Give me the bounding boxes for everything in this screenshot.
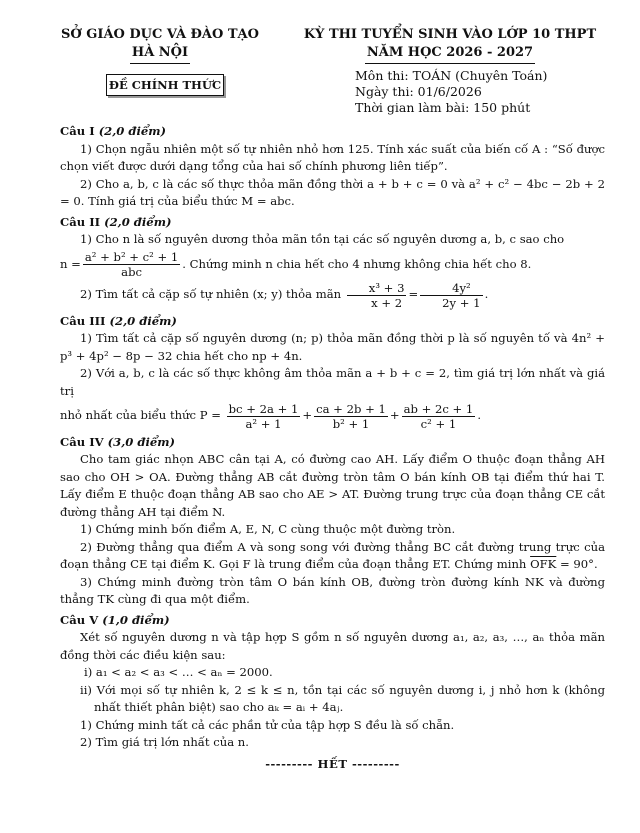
question-4-1: 1) Chứng minh bốn điểm A, E, N, C cùng thuộc một đường tròn. (80, 522, 456, 536)
fraction: $\frac{\text{4y²}}{2y + 1}$ (420, 281, 482, 310)
section-heading-1: Câu I (2,0 điểm) (60, 124, 167, 138)
exam-date: Ngày thi: 01/6/2026 (355, 84, 482, 99)
question-3-2b: nhỏ nhất của biểu thức P = $\frac{bc + 2a + 1}{\text{a² + 1}}$ + $\frac{ca + 2b + 1}{\text{b² + 1}}$ + $\frac{ab + 2c + 1}{\text{c² + 1}}$ . (60, 401, 481, 431)
exam-meta (355, 68, 547, 116)
question-1-1: 1) Chọn ngẫu nhiên một số tự nhiên nhỏ hơn 125. Tính xác suất của biến cố A : “Số được chọn viết được dưới dạng tổng của hai số chính phương liên tiếp”. (60, 141, 605, 173)
department-header (60, 26, 260, 64)
question-2-2: 2) Tìm tất cả cặp số tự nhiên (x; y) thỏa mãn $\frac{\text{x³ + 3}}{x + 2}$ = $\frac{\text{4y²}}{2y + 1}$ . (80, 280, 489, 310)
question-4-intro: Cho tam giác nhọn ABC cân tại A, có đường cao AH. Lấy điểm O thuộc đoạn thẳng AH sao cho OH > OA. Đường thẳng AB cắt đường tròn tâm O bán kính OB tại điểm thứ hai T. Lấy điểm E thuộc đoạn thẳng AB sao cho AE > AT. Đường trung trực của đoạn thẳng CE cắt đường thẳng AH tại điểm N. (60, 452, 605, 519)
question-2-1a: 1) Cho n là số nguyên dương thỏa mãn tồn tại các số nguyên dương a, b, c sao cho (80, 232, 565, 246)
fraction: $\frac{ab + 2c + 1}{\text{c² + 1}}$ (403, 401, 474, 431)
condition-1: i) a₁ < a₂ < a₃ < … < aₙ = 2000. (84, 665, 273, 679)
question-5-1: 1) Chứng minh tất cả các phần tử của tập hợp S đều là số chẵn. (80, 717, 455, 732)
department-name: SỞ GIÁO DỤC VÀ ĐÀO TẠO (61, 27, 259, 42)
section-heading-2: Câu II (2,0 điểm) (60, 214, 172, 229)
condition-2: ii) Với mọi số tự nhiên k, 2 ≤ k ≤ n, tồn tại các số nguyên dương i, j nhỏ hơn k (không nhất thiết phân biệt) sao cho aₖ = aᵢ + 4aⱼ. (80, 682, 605, 714)
section-heading-4: Câu IV (3,0 điểm) (60, 434, 176, 449)
fraction: $\frac{\text{a² + b² + c² + 1}}{\text{abc}}$ (84, 250, 179, 279)
official-badge: ĐỀ CHÍNH THỨC (106, 74, 224, 96)
exam-year: NĂM HỌC 2026 - 2027 (365, 44, 535, 64)
fraction: $\frac{ca + 2b + 1}{\text{b² + 1}}$ (316, 401, 386, 431)
fraction: $\frac{\text{x³ + 3}}{x + 2}$ (347, 281, 407, 310)
exam-subject: Môn thi: TOÁN (Chuyên Toán) (355, 68, 548, 83)
exam-duration: Thời gian làm bài: 150 phút (355, 100, 531, 115)
section-heading-3: Câu III (2,0 điểm) (60, 313, 177, 328)
exam-content (60, 120, 605, 773)
question-2-1b: n = $\frac{\text{a² + b² + c² + 1}}{\text{abc}}$ . Chứng minh n chia hết cho 4 nhưng không chia hết cho 8. (60, 250, 532, 279)
question-1-2: 2) Cho a, b, c là các số thực thỏa mãn đồng thời a + b + c = 0 và a² + c² − 4bc − 2b + 2 = 0. Tính giá trị của biểu thức M = abc. (60, 176, 605, 208)
end-marker: --------- HẾT --------- (265, 756, 400, 771)
department-city: HÀ NỘI (130, 44, 190, 64)
section-heading-5: Câu V (1,0 điểm) (60, 612, 170, 627)
question-4-3: 3) Chứng minh đường tròn tâm O bán kính OB, đường tròn đường kính NK và đường thẳng TK cùng đi qua một điểm. (60, 574, 605, 606)
question-5-intro: Xét số nguyên dương n và tập hợp S gồm n số nguyên dương a₁, a₂, a₃, …, aₙ thỏa mãn đồng thời các điều kiện sau: (60, 630, 605, 662)
question-5-2: 2) Tìm giá trị lớn nhất của n. (80, 735, 249, 749)
exam-title: KỲ THI TUYỂN SINH VÀO LỚP 10 THPT (303, 27, 597, 42)
arc-angle: $\overline{OFK}$ (530, 557, 557, 571)
question-3-2a: 2) Với a, b, c là các số thực không âm thỏa mãn a + b + c = 2, tìm giá trị lớn nhất và giá trị (60, 366, 605, 398)
question-4-2: 2) Đường thẳng qua điểm A và song song với đường thẳng BC cắt đường trung trực của đoạn thẳng CE tại điểm K. Gọi F là trung điểm của đoạn thẳng ET. Chứng minh $\overline{OFK} = 90^\circ$. (60, 539, 605, 571)
question-3-1: 1) Tìm tất cả cặp số nguyên dương (n; p) thỏa mãn đồng thời p là số nguyên tố và 4n² + p³ + 4p² − 8p − 32 chia hết cho np + 4n. (60, 331, 605, 363)
fraction: $\frac{bc + 2a + 1}{\text{a² + 1}}$ (228, 401, 299, 431)
exam-header (295, 26, 605, 64)
